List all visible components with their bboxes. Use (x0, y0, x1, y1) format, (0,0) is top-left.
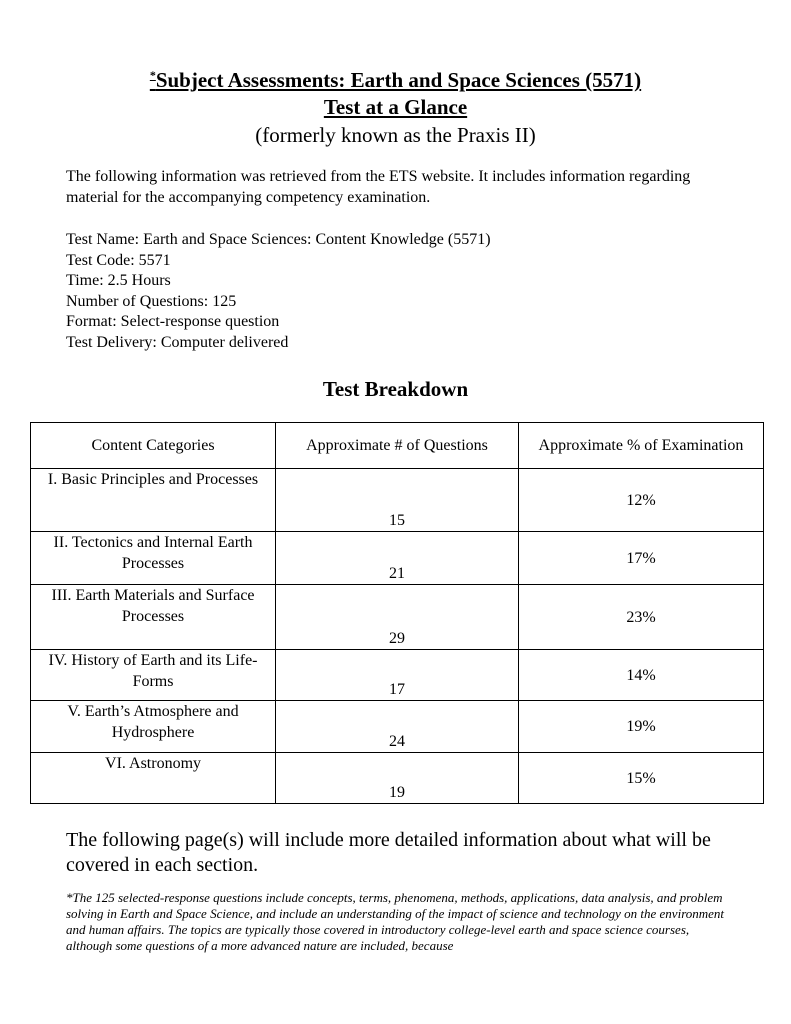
title-block (0, 62, 791, 149)
footnote: *The 125 selected-response questions include concepts, terms, phenomena, methods, applications, data analysis, and problem solving in Earth and Space Science, and include an understanding of the impact of science and technology on the environment and human affairs. The topics are typically those covered in introductory college-level earth and space science courses, although some questions of a more advanced nature are included, because (66, 890, 725, 953)
row-questions: 19 (276, 753, 519, 804)
table-row (31, 585, 764, 650)
test-name: Test Name: Earth and Space Sciences: Content Knowledge (5571) (66, 231, 491, 248)
breakdown-heading: Test Breakdown (322, 377, 469, 401)
row-category: I. Basic Principles and Processes (31, 469, 276, 532)
row-percent: 12% (518, 469, 763, 532)
row-category: VI. Astronomy (31, 753, 276, 804)
row-percent: 14% (518, 650, 763, 701)
table-row (31, 650, 764, 701)
row-questions: 15 (276, 469, 519, 532)
row-percent: 19% (518, 701, 763, 753)
row-category: V. Earth’s Atmosphere and Hydrosphere (31, 701, 276, 753)
test-code: Test Code: 5571 (66, 251, 171, 269)
table-row (31, 753, 764, 804)
page-title-line2: Test at a Glance (323, 95, 468, 119)
page-subtitle: (formerly known as the Praxis II) (255, 123, 536, 147)
test-delivery: Test Delivery: Computer delivered (66, 333, 289, 351)
table-row (31, 701, 764, 753)
page-title (0, 62, 791, 94)
row-questions: 21 (276, 532, 519, 585)
intro-paragraph: The following information was retrieved from the ETS website. It includes information regarding material for the accompanying competency examination. (66, 168, 691, 206)
row-category: III. Earth Materials and Surface Processes (31, 585, 276, 650)
row-category: II. Tectonics and Internal Earth Processes (31, 532, 276, 585)
following-pages-note: The following page(s) will include more detailed information about what will be covered in each section. (66, 829, 711, 876)
row-percent: 23% (518, 585, 763, 650)
table-row (31, 469, 764, 532)
row-percent: 17% (518, 532, 763, 585)
header-approx-percent: Approximate % of Examination (518, 423, 763, 469)
header-approx-questions: Approximate # of Questions (276, 423, 519, 469)
page-title-text: Subject Assessments: Earth and Space Sciences (5571) (155, 68, 642, 92)
test-format: Format: Select-response question (66, 313, 280, 330)
breakdown-table (30, 422, 764, 804)
row-percent: 15% (518, 753, 763, 804)
row-questions: 17 (276, 650, 519, 701)
table-row (31, 532, 764, 585)
header-content-categories: Content Categories (31, 423, 276, 469)
row-questions: 24 (276, 701, 519, 753)
row-category: IV. History of Earth and its Life-Forms (31, 650, 276, 701)
test-time: Time: 2.5 Hours (66, 272, 171, 289)
table-header-row (31, 423, 764, 469)
title-asterisk: * (149, 68, 156, 82)
test-info-list (66, 230, 726, 353)
number-of-questions: Number of Questions: 125 (66, 292, 237, 310)
row-questions: 29 (276, 585, 519, 650)
